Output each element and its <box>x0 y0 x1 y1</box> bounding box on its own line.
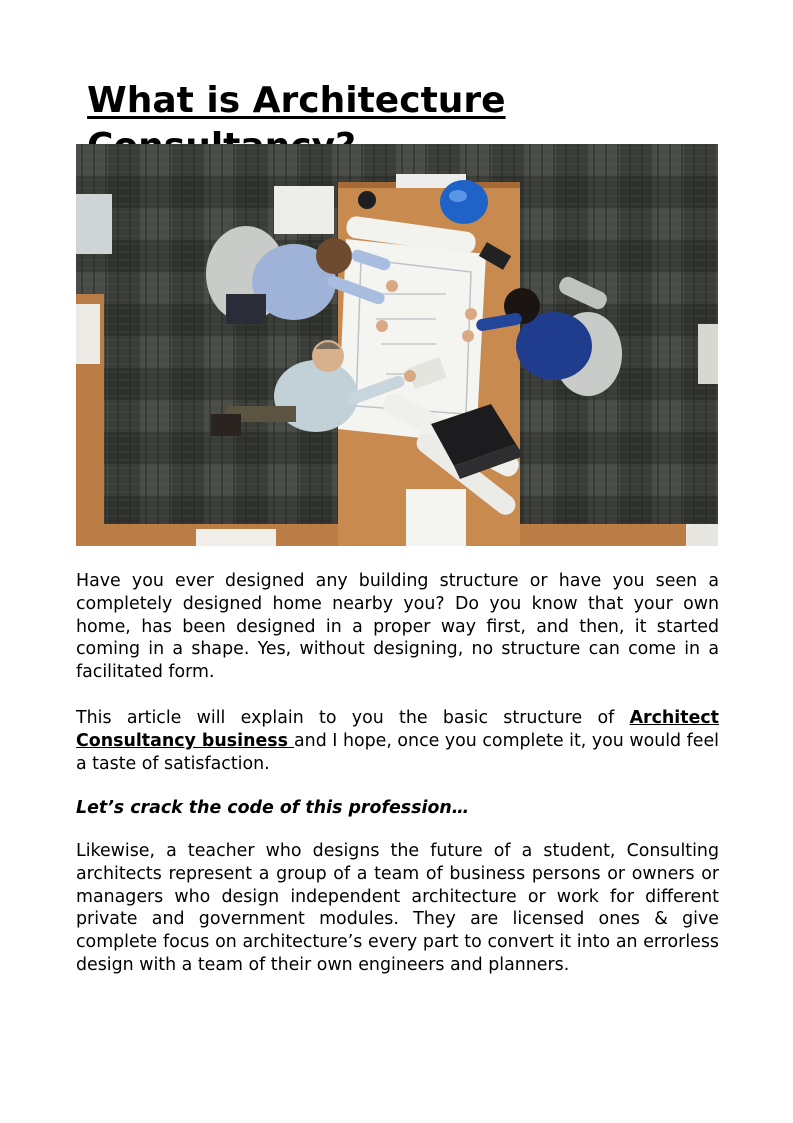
explanation-text-after: and I hope, once you complete it, you would feel a taste of satisfaction. <box>76 730 719 774</box>
explanation-text-before: This article will explain to you the basic structure of <box>76 708 630 728</box>
page-title: What is Architecture <box>87 80 506 121</box>
intro-paragraph: Have you ever designed any building structure or have you seen a completely designed home nearby you? Do you know that your own home, has been designed in a proper way first, and then, it started coming in a shape. Yes, without designing, no structure can come in a facilitated form. <box>76 571 719 683</box>
explanation-paragraph <box>76 707 719 775</box>
consulting-paragraph: Likewise, a teacher who designs the future of a student, Consulting architects represent a group of a team of business persons or owners or managers who design independent architecture or work for different private and government modules. They are licensed ones & give complete focus on architecture’s every part to convert it into an errorless design with a team of their own engineers and planners. <box>76 841 719 975</box>
architect-consultancy-link[interactable]: Architect Consultancy business <box>76 708 719 751</box>
section-subheading: Let’s crack the code of this profession… <box>76 798 470 818</box>
architects-meeting-photo <box>76 144 718 546</box>
